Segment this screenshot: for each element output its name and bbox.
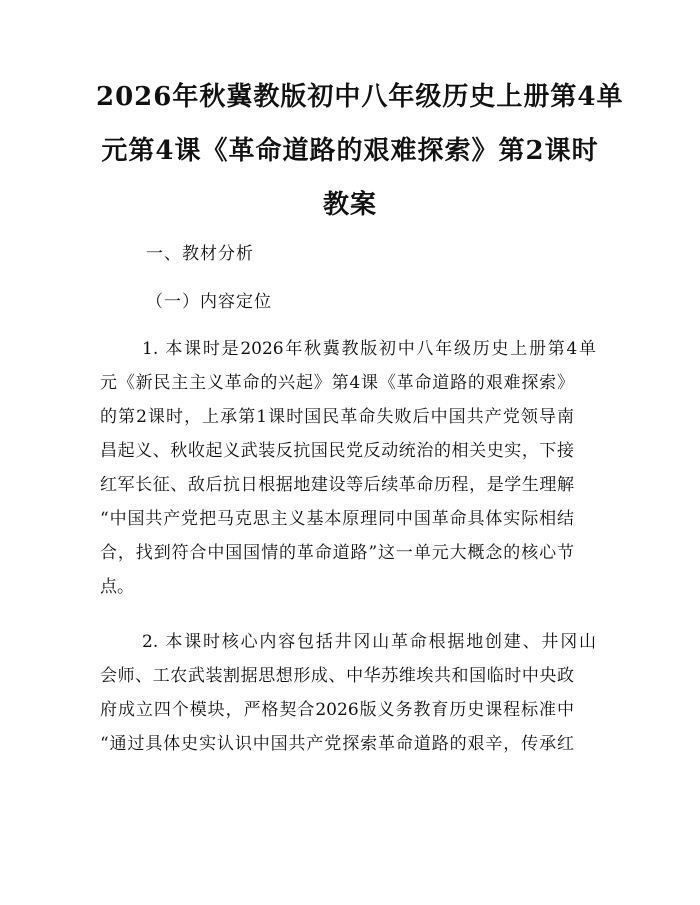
paragraph-line: 1. 本课时是2026年秋冀教版初中八年级历史上册第4单 (142, 339, 596, 359)
document-title-line-3: 教案 (322, 190, 377, 220)
paragraph-line: 合，找到符合中国国情的革命道路”这一单元大概念的核心节 (100, 543, 574, 563)
paragraph-line: “通过具体史实认识中国共产党探索革命道路的艰辛，传承红 (100, 734, 574, 754)
paragraph-line: 府成立四个模块，严格契合2026版义务教育历史课程标准中 (100, 700, 574, 720)
section-heading: 一、教材分析 (146, 244, 254, 264)
paragraph-line: 的第2课时，上承第1课时国民革命失败后中国共产党领导南 (100, 407, 574, 427)
paragraph-line: “中国共产党把马克思主义基本原理同中国革命具体实际相结 (100, 509, 574, 529)
document-title-line-2: 元第4课《革命道路的艰难探索》第2课时 (101, 136, 599, 166)
document-title-line-1: 2026年秋冀教版初中八年级历史上册第4单 (96, 82, 624, 112)
paragraph-line: 红军长征、敌后抗日根据地建设等后续革命历程，是学生理解 (100, 475, 574, 495)
paragraph-line: 昌起义、秋收起义武装反抗国民党反动统治的相关史实，下接 (100, 441, 574, 461)
paragraph-line: 元《新民主主义革命的兴起》第4课《革命道路的艰难探索》 (100, 373, 574, 393)
subsection-heading: （一）内容定位 (146, 292, 272, 312)
paragraph-line: 点。 (100, 577, 134, 597)
paragraph-line: 会师、工农武装割据思想形成、中华苏维埃共和国临时中央政 (100, 666, 574, 686)
paragraph-line: 2. 本课时核心内容包括井冈山革命根据地创建、井冈山 (142, 632, 596, 652)
